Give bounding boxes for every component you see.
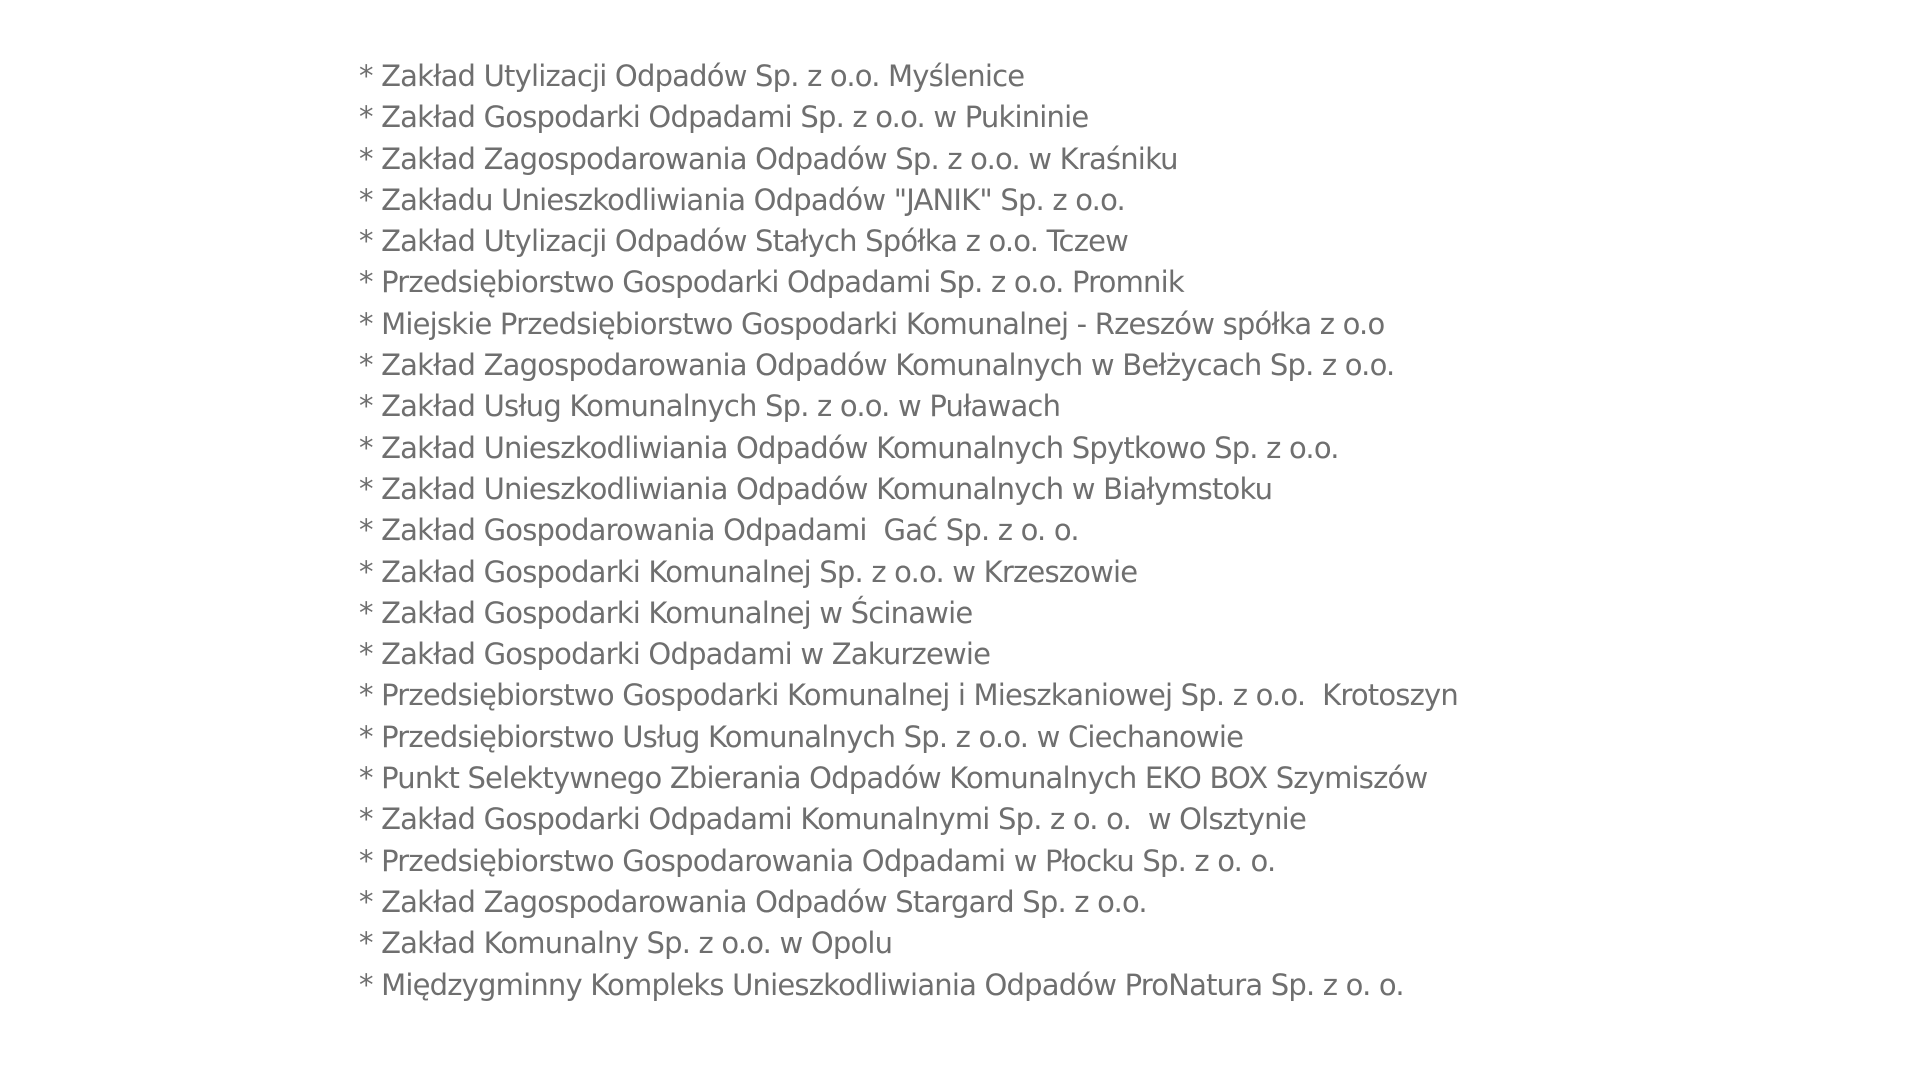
list-item: * Zakład Gospodarki Komunalnej Sp. z o.o. w Krzeszowie [359, 554, 1138, 589]
list-item: * Zakład Utylizacji Odpadów Sp. z o.o. Myślenice [359, 59, 1025, 93]
list-item: * Zakład Zagospodarowania Odpadów Stargard Sp. z o.o. [359, 884, 1147, 919]
list-item: * Przedsiębiorstwo Gospodarki Odpadami Sp. z o.o. Promnik [359, 265, 1184, 300]
list-item: * Zakład Gospodarki Odpadami Komunalnymi Sp. z o. o. w Olsztynie [359, 802, 1306, 837]
list-item: * Zakład Unieszkodliwiania Odpadów Komunalnych Spytkowo Sp. z o.o. [359, 430, 1339, 465]
list-item: * Przedsiębiorstwo Usług Komunalnych Sp. z o.o. w Ciechanowie [359, 719, 1244, 754]
list-item: * Punkt Selektywnego Zbierania Odpadów Komunalnych EKO BOX Szymiszów [359, 761, 1428, 796]
list-item: * Zakład Gospodarki Odpadami w Zakurzewie [359, 637, 991, 672]
list-item: * Zakładu Unieszkodliwiania Odpadów "JANIK" Sp. z o.o. [359, 182, 1125, 217]
list-item: * Zakład Unieszkodliwiania Odpadów Komunalnych w Białymstoku [359, 471, 1273, 506]
list-item: * Zakład Utylizacji Odpadów Stałych Spółka z o.o. Tczew [359, 224, 1129, 259]
list-item: * Zakład Komunalny Sp. z o.o. w Opolu [359, 926, 893, 961]
list-item: * Miejskie Przedsiębiorstwo Gospodarki Komunalnej - Rzeszów spółka z o.o [359, 306, 1385, 341]
list-item: * Zakład Gospodarki Odpadami Sp. z o.o. w Pukininie [359, 100, 1089, 135]
list-item: * Zakład Usług Komunalnych Sp. z o.o. w Puławach [359, 389, 1061, 424]
company-list [359, 56, 1458, 1006]
list-item: * Przedsiębiorstwo Gospodarowania Odpadami w Płocku Sp. z o. o. [359, 843, 1276, 878]
list-item: * Zakład Gospodarki Komunalnej w Ścinawie [359, 595, 973, 630]
list-item: * Zakład Zagospodarowania Odpadów Sp. z o.o. w Kraśniku [359, 141, 1178, 176]
list-item: * Przedsiębiorstwo Gospodarki Komunalnej i Mieszkaniowej Sp. z o.o. Krotoszyn [359, 678, 1458, 713]
list-item: * Zakład Gospodarowania Odpadami Gać Sp. z o. o. [359, 513, 1079, 548]
list-item: * Międzygminny Kompleks Unieszkodliwiania Odpadów ProNatura Sp. z o. o. [359, 967, 1404, 1002]
list-item: * Zakład Zagospodarowania Odpadów Komunalnych w Bełżycach Sp. z o.o. [359, 348, 1395, 383]
